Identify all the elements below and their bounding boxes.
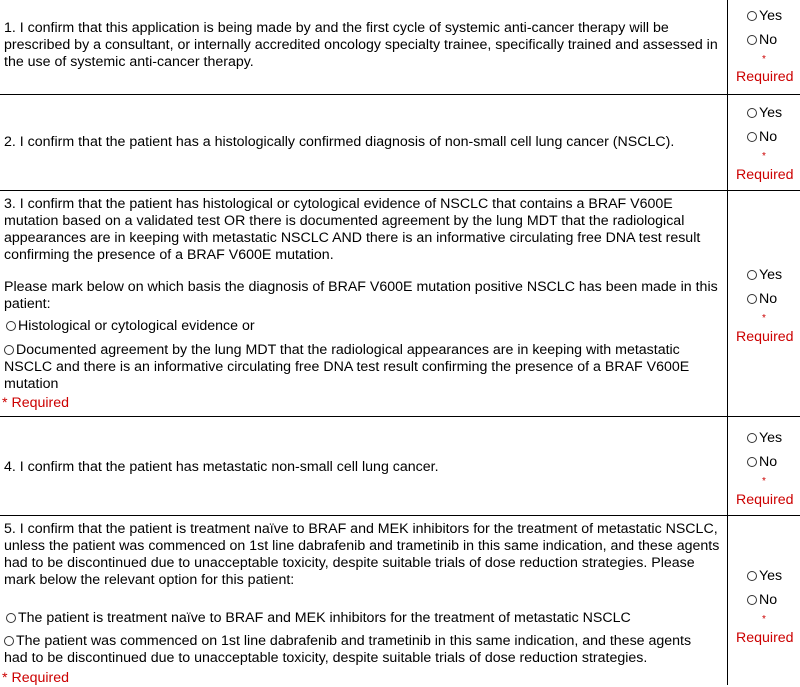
no-option[interactable]: No — [747, 32, 777, 49]
question-cell — [0, 0, 728, 94]
question-row-5 — [0, 515, 800, 685]
radio-icon[interactable] — [747, 270, 757, 280]
question-cell — [0, 516, 728, 685]
required-star: * — [762, 313, 766, 324]
question-text: 3. I confirm that the patient has histological or cytological evidence of NSCLC that contains a BRAF V600E mutation based on a validated test OR there is documented agreement by the lung MDT that the radiological appearances are in keeping with metastatic NSCLC AND there is an informative circulating free DNA test result confirming the presence of a BRAF V600E mutation. — [4, 196, 701, 263]
answer-cell — [729, 0, 800, 94]
radio-icon[interactable] — [4, 345, 14, 355]
basis-option-2[interactable]: Documented agreement by the lung MDT that the radiological appearances are in keeping with metastatic NSCLC and there is an informative circulating free DNA test result confirming the presence of a BRAF V600E mutation — [4, 342, 690, 392]
radio-icon[interactable] — [4, 636, 14, 646]
question-text: 4. I confirm that the patient has metastatic non-small cell lung cancer. — [4, 459, 439, 475]
required-label: Required — [736, 492, 794, 508]
no-option[interactable]: No — [747, 129, 777, 146]
required-star: * — [762, 151, 766, 162]
question-row-3 — [0, 190, 800, 416]
radio-icon[interactable] — [747, 132, 757, 142]
radio-icon[interactable] — [747, 35, 757, 45]
yes-option[interactable]: Yes — [747, 267, 782, 284]
question-row-4 — [0, 416, 800, 515]
radio-icon[interactable] — [747, 457, 757, 467]
question-text: 1. I confirm that this application is being made by and the first cycle of systemic anti-cancer therapy will be prescribed by a consultant, or internally accredited oncology specialty trainee, specifically trained and assessed in the use of systemic anti-cancer therapy. — [4, 20, 718, 70]
radio-icon[interactable] — [6, 613, 16, 623]
required-star: * — [762, 614, 766, 625]
required-label: Required — [736, 167, 794, 183]
radio-icon[interactable] — [747, 571, 757, 581]
question-subtext: Please mark below on which basis the diagnosis of BRAF V600E mutation positive NSCLC has been made in this patient: — [4, 279, 718, 312]
yes-option[interactable]: Yes — [747, 430, 782, 447]
radio-icon[interactable] — [747, 294, 757, 304]
treatment-option-1[interactable]: The patient is treatment naïve to BRAF and MEK inhibitors for the treatment of metastatic NSCLC — [6, 610, 722, 627]
question-text: 2. I confirm that the patient has a histologically confirmed diagnosis of non-small cell lung cancer (NSCLC). — [4, 134, 675, 150]
question-cell — [0, 191, 728, 416]
basis-option-1[interactable]: Histological or cytological evidence or — [6, 318, 722, 335]
sub-required-label: * Required — [2, 670, 70, 686]
sub-required-label: * Required — [2, 395, 70, 411]
answer-cell — [729, 191, 800, 416]
yes-option[interactable]: Yes — [747, 568, 782, 585]
answer-cell — [729, 95, 800, 190]
question-text: 5. I confirm that the patient is treatment naïve to BRAF and MEK inhibitors for the treatment of metastatic NSCLC, unless the patient was commenced on 1st line dabrafenib and trametinib in this same indication, and these agents had to be discontinued due to unacceptable toxicity, despite suitable trials of dose reduction strategies. Please mark below the relevant option for this patient: — [4, 521, 720, 588]
no-option[interactable]: No — [747, 454, 777, 471]
radio-icon[interactable] — [747, 433, 757, 443]
answer-cell — [729, 516, 800, 685]
required-label: Required — [736, 630, 794, 646]
required-label: Required — [736, 69, 794, 85]
yes-option[interactable]: Yes — [747, 8, 782, 25]
treatment-option-2[interactable]: The patient was commenced on 1st line dabrafenib and trametinib in this same indication, and these agents had to be discontinued due to unacceptable toxicity, despite suitable trials of dose reduction strategies. — [4, 633, 692, 666]
no-option[interactable]: No — [747, 592, 777, 609]
required-label: Required — [736, 329, 794, 345]
yes-option[interactable]: Yes — [747, 105, 782, 122]
no-option[interactable]: No — [747, 291, 777, 308]
question-cell — [0, 95, 728, 190]
radio-icon[interactable] — [747, 11, 757, 21]
radio-icon[interactable] — [747, 595, 757, 605]
answer-cell — [729, 417, 800, 515]
question-row-2 — [0, 94, 800, 190]
radio-icon[interactable] — [6, 321, 16, 331]
question-cell — [0, 417, 728, 515]
question-row-1 — [0, 0, 800, 94]
required-star: * — [762, 476, 766, 487]
required-star: * — [762, 54, 766, 65]
radio-icon[interactable] — [747, 108, 757, 118]
